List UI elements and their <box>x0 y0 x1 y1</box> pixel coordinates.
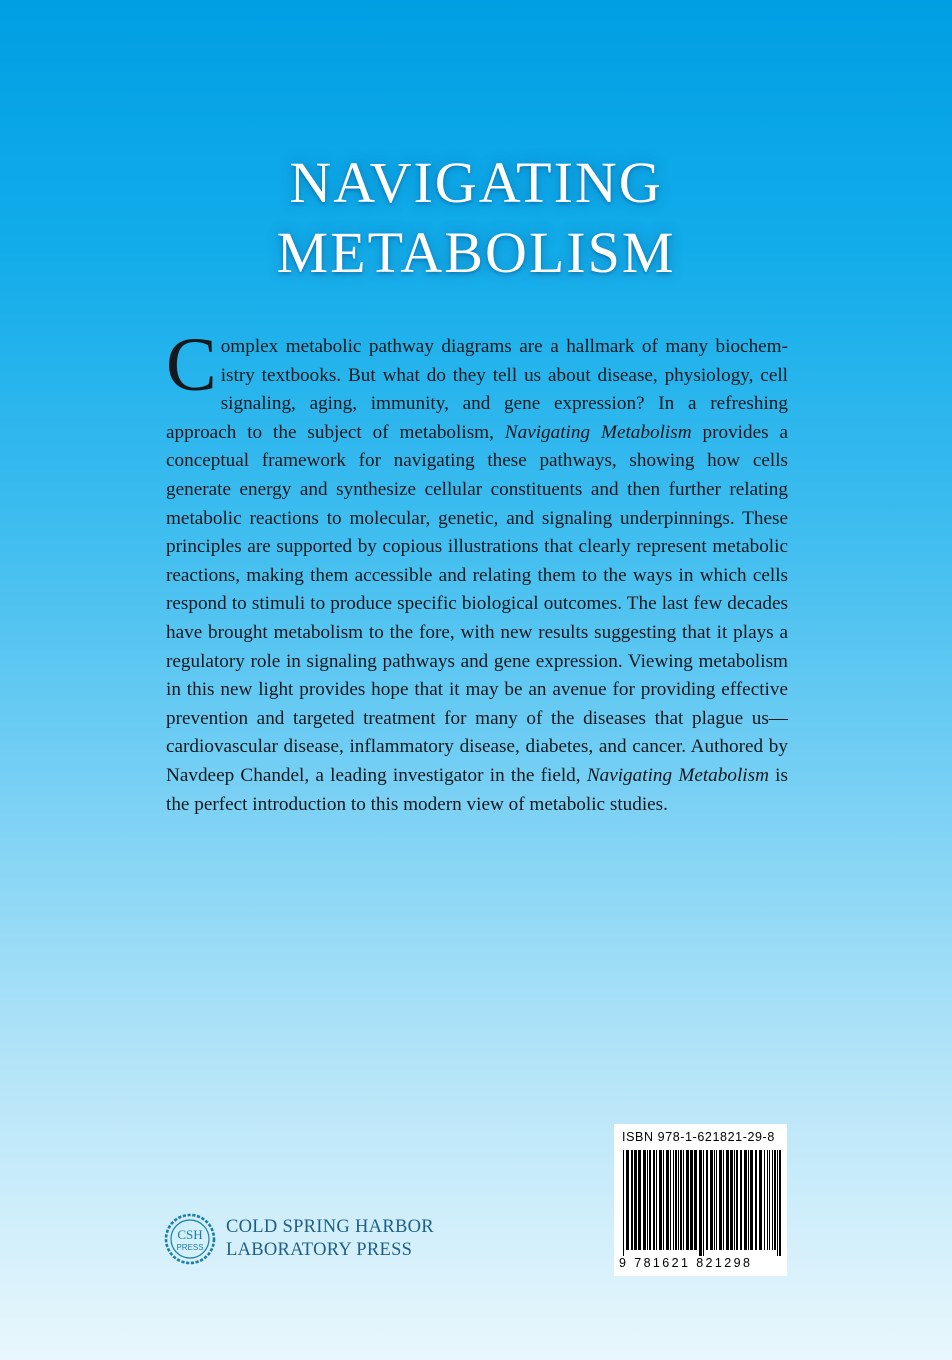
book-description <box>166 323 788 819</box>
barcode-bar <box>634 1150 637 1250</box>
barcode-bar <box>706 1150 708 1250</box>
barcode-bar <box>736 1150 738 1250</box>
barcode-bar <box>767 1150 768 1250</box>
description-text-1: omplex metabolic pathway diagrams are a hallmark of many biochemistry textbooks. But what do they tell us about disease, physiology, cell signaling, aging, immunity, and gene expression? In a refreshing approach to the subject of metabolism, <box>166 336 788 443</box>
description-text-2: provides a conceptual framework for navigating these pathways, showing how cells generate energy and synthesize cellular constituents and then further relating metabolic reactions to molecular, genetic, and signaling underpinnings. These principles are supported by copious illustrations that clearly represent metabolic reactions, making them accessible and relating them to the ways in which cells respond to stimuli to produce specific biological outcomes. The last few decades have brought metabolism to the fore, with new results suggesting that it plays a regulatory role in signaling pathways and gene expression. Viewing metabolism in this new light provides hope that it may be an avenue for providing effective prevention and targeted treatment for many of the diseases that plague us—cardiovascular disease, inflammatory disease, diabetes, and cancer. Authored by Navdeep Chandel, a leading investigator in the field, <box>166 421 788 786</box>
barcode-bar <box>769 1150 770 1250</box>
barcode-bar <box>678 1150 679 1250</box>
svg-text:PRESS: PRESS <box>176 1243 204 1252</box>
barcode-bar <box>673 1150 674 1250</box>
barcode-bar <box>670 1150 671 1250</box>
csh-press-logo-icon <box>163 1212 217 1266</box>
drop-cap: C <box>166 323 217 407</box>
barcode-bar <box>748 1150 749 1250</box>
title-line-2: METABOLISM <box>276 220 676 285</box>
barcode-bar <box>764 1150 765 1250</box>
barcode-bar <box>710 1150 713 1250</box>
publisher-name-line-2: LABORATORY PRESS <box>226 1240 413 1260</box>
description-text-3: is the perfect introduction to this modern view of metabolic studies. <box>166 764 788 815</box>
barcode-bar <box>623 1150 624 1256</box>
publisher-name <box>226 1216 434 1262</box>
svg-text:CSH: CSH <box>177 1227 203 1242</box>
barcode-bar <box>719 1150 722 1250</box>
barcode-bar <box>690 1150 693 1250</box>
barcode-bar <box>626 1150 629 1250</box>
barcode-bar <box>716 1150 717 1250</box>
barcode-bar <box>649 1150 651 1250</box>
isbn-barcode <box>614 1124 787 1276</box>
barcode-bar <box>663 1150 664 1250</box>
barcode-bar <box>680 1150 682 1250</box>
book-title-italic-1: Navigating Metabolism <box>504 421 692 443</box>
barcode-bar <box>653 1150 655 1250</box>
barcode-bar <box>759 1150 762 1250</box>
barcode-bar <box>643 1150 646 1250</box>
publisher-imprint <box>163 1212 434 1266</box>
barcode-bar <box>744 1150 747 1250</box>
barcode-bar <box>772 1150 773 1250</box>
barcode-bar <box>740 1150 742 1250</box>
barcode-bar <box>694 1150 697 1250</box>
barcode-bar <box>723 1150 724 1250</box>
barcode-bar <box>777 1150 778 1256</box>
barcode-bar <box>703 1150 704 1256</box>
barcode-bar <box>675 1150 677 1250</box>
barcode-bar <box>638 1150 641 1250</box>
barcode-bar <box>734 1150 735 1250</box>
barcode-bar <box>699 1150 702 1256</box>
barcode-bar <box>683 1150 684 1250</box>
barcode-bars <box>622 1150 782 1256</box>
barcode-bar <box>647 1150 648 1250</box>
barcode-bar <box>631 1150 633 1250</box>
barcode-digits: 9 781621 821298 <box>619 1256 753 1270</box>
barcode-bar <box>656 1150 657 1250</box>
publisher-name-line-1: COLD SPRING HARBOR <box>226 1217 434 1237</box>
isbn-label: ISBN 978-1-621821-29-8 <box>622 1130 775 1144</box>
barcode-bar <box>666 1150 669 1250</box>
barcode-bar <box>726 1150 729 1250</box>
barcode-bar <box>659 1150 662 1250</box>
book-title-italic-2: Navigating Metabolism <box>586 764 769 786</box>
barcode-bar <box>755 1150 757 1250</box>
barcode-bar <box>750 1150 753 1250</box>
title-line-1: NAVIGATING <box>289 150 663 215</box>
barcode-bar <box>730 1150 733 1250</box>
barcode-bar <box>774 1150 776 1250</box>
barcode-bar <box>686 1150 689 1250</box>
barcode-bar <box>779 1150 781 1256</box>
barcode-bar <box>714 1150 715 1250</box>
book-title <box>0 148 952 288</box>
